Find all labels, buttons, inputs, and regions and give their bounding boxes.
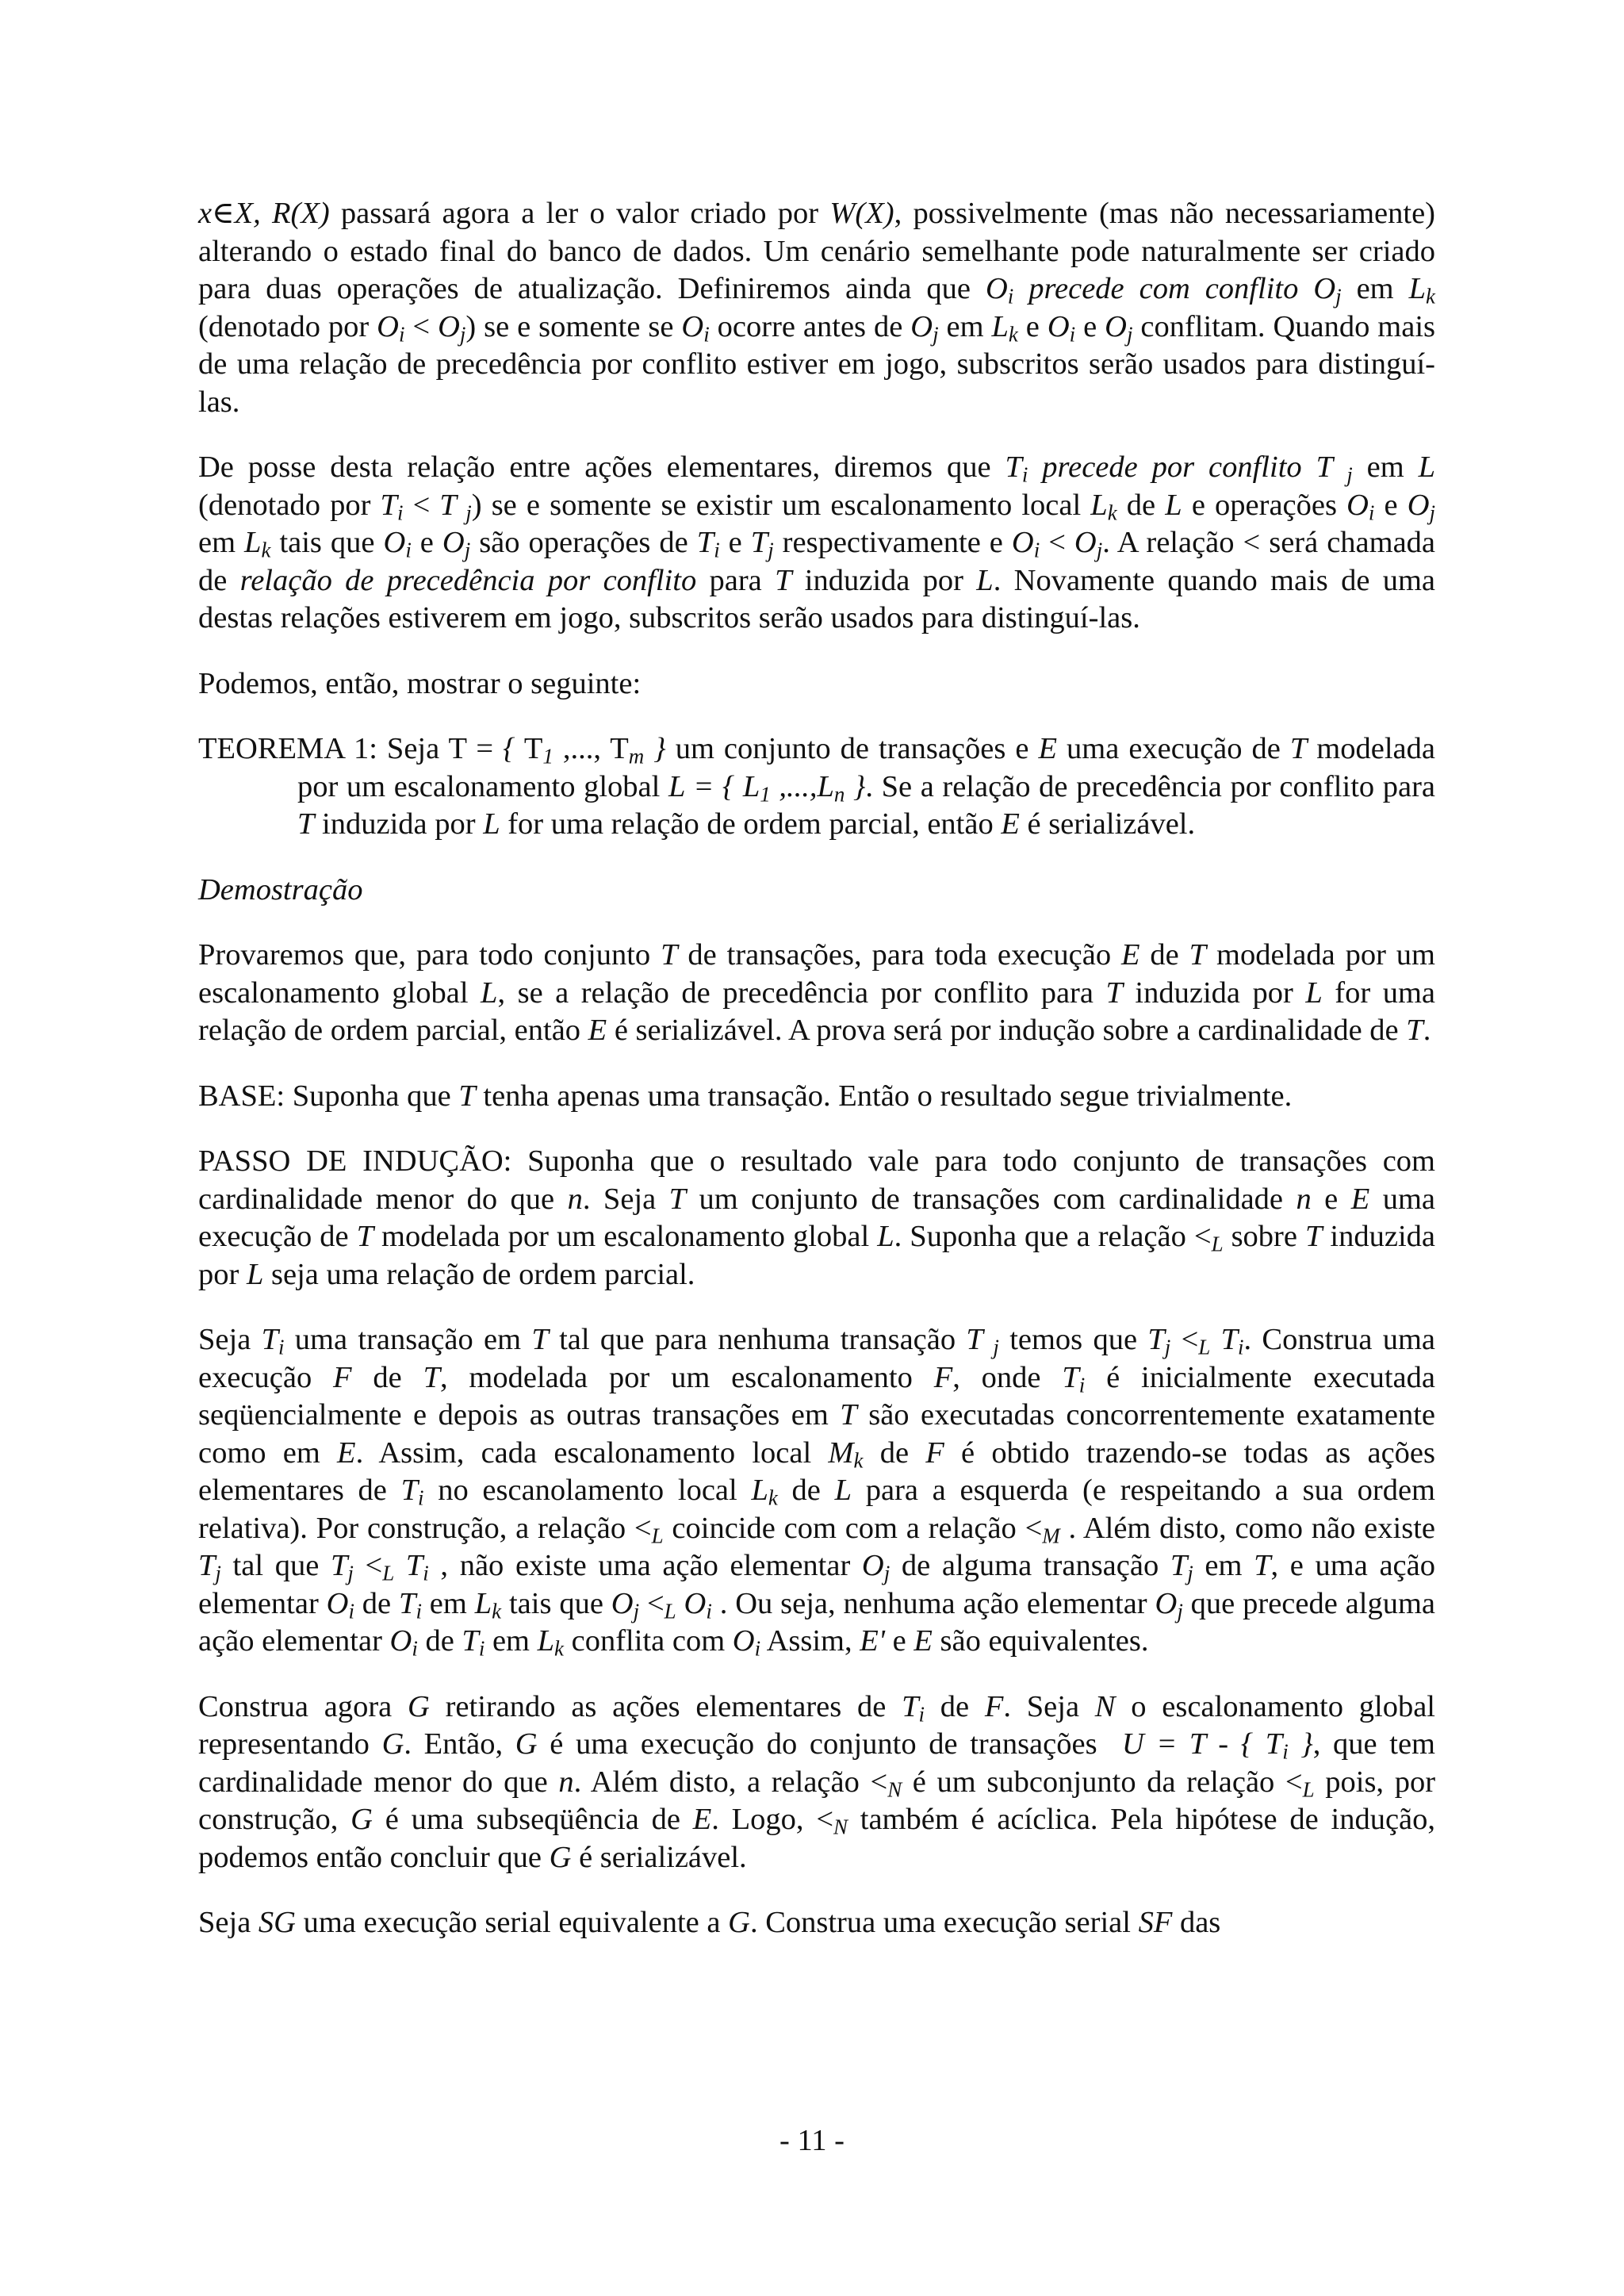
paragraph-3: Podemos, então, mostrar o seguinte: [198, 666, 642, 700]
paragraph-7: Seja $T_i$ uma transação em T tal que para nenhuma transação T $_j$ temos que $T_j <_L$ $T_i$. Construa uma execução F de T, modelada por um escalonamento F, onde $T_i$ é inicialmente executada seqüencialmente e depois as outras transações em T são executadas concorrentemente exatamente como em E. Assim, cada escalonamento local $M_k$ de F é obtido trazendo-se todas as ações elementares de $T_i$ no escanolamento local $L_k$ de L para a esquerda (e respeitando a sua ordem relativa). Por construção, a relação $<_L$ coincide com com a relação $<_M$ . Além disto, como não existe $T_j$ tal que $T_j <_L$ $T_i$ , não existe uma ação elementar $O_j$ de alguma transação $T_j$ em T, e uma ação elementar $O_i$ de $T_i$ em $L_k$ tais que $O_j <_L$ $O_i$ . Ou seja, nenhuma ação elementar $O_j$ que precede alguma ação elementar $O_i$ de $T_i$ em $L_k$ conflita com $O_i$ Assim, E' e E são equivalentes. [198, 1323, 1436, 1661]
paragraph-9: Seja SG uma execução serial equivalente a G. Construa uma execução serial SF das [198, 1906, 1221, 1939]
paragraph-base: BASE: Suponha que T tenha apenas uma transação. Então o resultado segue trivialmente. [198, 1079, 1293, 1113]
document-page [198, 195, 1435, 1942]
paragraph-2: De posse desta relação entre ações elementares, diremos que $T_i$ precede por conflito T $_j$ em L (denotado por $T_i < T$ $_j$) se e somente se existir um escalonamento local $L_k$ de L e operações $O_i$ e $O_j$ em $L_k$ tais que $O_i$ e $O_j$ são operações de $T_i$ e $T_j$ respectivamente e $O_i < O_j$. A relação < será chamada de relação de precedência por conflito para T induzida por L. Novamente quando mais de uma destas relações estiverem em jogo, subscritos serão usados para distinguí-las. [198, 450, 1436, 634]
paragraph-induction-step: PASSO DE INDUÇÃO: Suponha que o resultado vale para todo conjunto de transações com cardinalidade menor do que n. Seja T um conjunto de transações com cardinalidade n e E uma execução de T modelada por um escalonamento global L. Suponha que a relação $<_L$ sobre T induzida por L seja uma relação de ordem parcial. [198, 1144, 1435, 1291]
paragraph-8: Construa agora G retirando as ações elementares de $T_i$ de F. Seja N o escalonamento global representando G. Então, G é uma execução do conjunto de transações U = T - { $T_i$ }, que tem cardinalidade menor do que n. Além disto, a relação $<_N$ é um subconjunto da relação $<_L$ pois, por construção, G é uma subseqüência de E. Logo, $<_N$ também é acíclica. Pela hipótese de indução, podemos então concluir que G é serializável. [198, 1689, 1436, 1874]
paragraph-1: x∈X, R(X) passará agora a ler o valor criado por W(X), possivelmente (mas não necessariamente) alterando o estado final do banco de dados. Um cenário semelhante pode naturalmente ser criado para duas operações de atualização. Definiremos ainda que $O_i$ precede com conflito $O_j$ em $L_k$ (denotado por $O_i < O_j$) se e somente se $O_i$ ocorre antes de $O_j$ em $L_k$ e $O_i$ e $O_j$ conflitam. Quando mais de uma relação de precedência por conflito estiver em jogo, subscritos serão usados para distinguí-las. [198, 197, 1436, 419]
paragraph-4: Provaremos que, para todo conjunto T de transações, para toda execução E de T modelada por um escalonamento global L, se a relação de precedência por conflito para T induzida por L for uma relação de ordem parcial, então E é serializável. A prova será por indução sobre a cardinalidade de T. [198, 938, 1435, 1047]
demonstration-heading: Demostração [198, 872, 363, 907]
page-number: - 11 - [779, 2124, 845, 2157]
theorem-1: TEOREMA 1: Seja T = { $T_1$ ,..., $T_m$ } um conjunto de transações e E uma execução de T modelada por um escalonamento global L = { $L_1$ $,...,L_n$ }. Se a relação de precedência por conflito para T induzida por L for uma relação de ordem parcial, então E é serializável. [198, 732, 1435, 841]
theorem-label: TEOREMA 1: Seja T = [198, 732, 504, 765]
